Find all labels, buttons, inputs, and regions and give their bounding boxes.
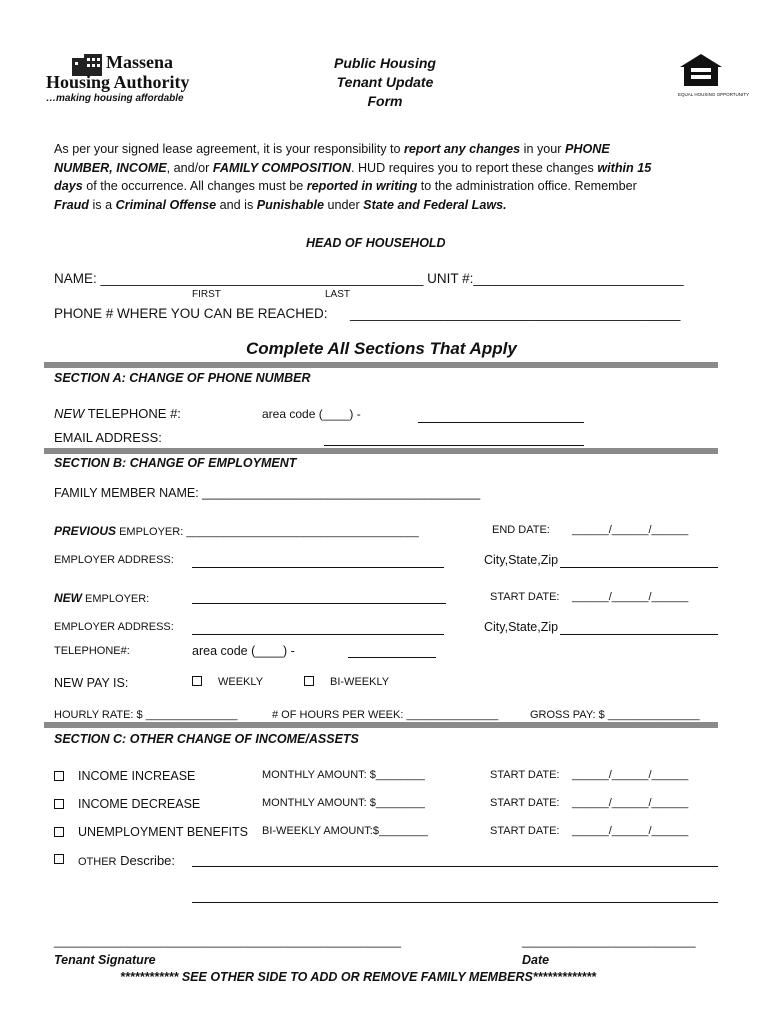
form-title <box>330 54 440 111</box>
end-date-field[interactable]: ______/______/______ <box>572 524 689 536</box>
date-label: Date <box>522 953 550 967</box>
income-increase-checkbox[interactable] <box>54 771 64 781</box>
intro-emphasis: NUMBER, INCOME <box>54 160 167 175</box>
intro-text: As per your signed lease agreement, it is your responsibility to <box>54 142 404 156</box>
email-line[interactable] <box>324 445 584 446</box>
section-divider <box>44 722 718 728</box>
monthly-amount-field[interactable]: MONTHLY AMOUNT: $________ <box>262 769 425 781</box>
weekly-checkbox[interactable] <box>192 676 202 686</box>
intro-emphasis: days <box>54 179 83 193</box>
gross-pay-field[interactable]: GROSS PAY: $ _______________ <box>530 709 700 721</box>
describe-line[interactable] <box>192 866 718 867</box>
title-line1: Public Housing <box>334 55 436 71</box>
employer-label: EMPLOYER: <box>82 593 150 605</box>
new-employer-label <box>54 591 149 605</box>
income-decrease-label: INCOME DECREASE <box>78 797 201 811</box>
other-checkbox[interactable] <box>54 854 64 864</box>
new-telephone-label <box>54 406 181 421</box>
unemployment-checkbox[interactable] <box>54 827 64 837</box>
intro-emphasis: Punishable <box>256 197 324 212</box>
start-date-field[interactable]: ______/______/______ <box>572 825 689 837</box>
intro-emphasis: PHONE <box>565 142 610 156</box>
intro-emphasis: within 15 <box>597 160 652 175</box>
previous-word: PREVIOUS <box>54 524 117 538</box>
email-label: EMAIL ADDRESS: <box>54 430 162 445</box>
tenant-signature-label: Tenant Signature <box>54 953 156 967</box>
employer-line: EMPLOYER: ______________________________________ <box>116 526 419 538</box>
other-word: OTHER <box>78 856 117 868</box>
area-code-field[interactable]: area code (____) - <box>192 644 295 658</box>
new-employer-line[interactable] <box>192 603 446 604</box>
monthly-amount-field[interactable]: MONTHLY AMOUNT: $________ <box>262 797 425 809</box>
section-a-title: SECTION A: CHANGE OF PHONE NUMBER <box>54 371 311 385</box>
city-state-zip-line[interactable] <box>560 634 718 635</box>
income-increase-label: INCOME INCREASE <box>78 769 196 783</box>
start-date-label: START DATE: <box>490 797 560 809</box>
intro-text: is a <box>88 197 116 212</box>
intro-emphasis: reported in writing <box>306 179 418 193</box>
intro-emphasis: Fraud <box>54 197 89 212</box>
city-state-zip-label: City,State,Zip <box>484 553 559 567</box>
hours-per-week-field[interactable]: # OF HOURS PER WEEK: _______________ <box>272 709 499 721</box>
start-date-field[interactable]: ______/______/______ <box>572 769 689 781</box>
last-caption: LAST <box>325 289 351 300</box>
previous-employer-field[interactable] <box>54 524 419 538</box>
employer-address-line[interactable] <box>192 567 444 568</box>
intro-text: , and/or <box>166 160 213 175</box>
new-pay-label: NEW PAY IS: <box>54 676 129 690</box>
intro-text: of the occurrence. All changes must be <box>82 179 307 193</box>
start-date-label: START DATE: <box>490 591 560 603</box>
head-of-household-heading: HEAD OF HOUSEHOLD <box>306 236 446 250</box>
phone-field[interactable]: ____________________________________________ <box>350 306 681 321</box>
intro-text: and is <box>216 197 257 212</box>
unemployment-label: UNEMPLOYMENT BENEFITS <box>78 825 248 839</box>
income-decrease-checkbox[interactable] <box>54 799 64 809</box>
intro-emphasis: report any changes <box>404 142 521 156</box>
title-line2: Tenant Update <box>336 74 434 90</box>
signature-line[interactable]: ____________________________________________________ <box>54 934 402 948</box>
new-word: NEW <box>54 591 82 605</box>
first-caption: FIRST <box>192 289 221 300</box>
telephone-line[interactable] <box>418 422 584 423</box>
telephone-label: TELEPHONE #: <box>84 406 181 421</box>
telephone-label: TELEPHONE#: <box>54 645 130 657</box>
logo-line2: Housing Authority <box>46 72 190 92</box>
describe-word: Describe: <box>116 853 176 868</box>
start-date-field[interactable]: ______/______/______ <box>572 591 689 603</box>
intro-emphasis: State and Federal Laws. <box>363 197 507 212</box>
date-line[interactable]: __________________________ <box>522 934 696 948</box>
weekly-label: WEEKLY <box>218 676 264 688</box>
employer-address-line[interactable] <box>192 634 444 635</box>
family-member-field[interactable]: FAMILY MEMBER NAME: ________________________________________ <box>54 486 481 500</box>
start-date-field[interactable]: ______/______/______ <box>572 797 689 809</box>
section-divider <box>44 362 718 368</box>
intro-emphasis: Criminal Offense <box>115 197 217 212</box>
intro-emphasis: FAMILY COMPOSITION <box>212 160 351 175</box>
intro-text: to the administration office. Remember <box>417 179 637 193</box>
eho-text: EQUAL HOUSING OPPORTUNITY <box>678 92 750 97</box>
city-state-zip-line[interactable] <box>560 567 718 568</box>
equal-housing-logo <box>678 53 750 97</box>
title-line3: Form <box>367 93 403 109</box>
start-date-label: START DATE: <box>490 825 560 837</box>
section-divider <box>44 448 718 454</box>
start-date-label: START DATE: <box>490 769 560 781</box>
name-unit-field[interactable]: NAME: ___________________________________________ UNIT #:____________________________ <box>54 271 684 286</box>
intro-text: . HUD requires you to report these changes <box>350 160 598 175</box>
see-other-side-note: ************ SEE OTHER SIDE TO ADD OR REMOVE FAMILY MEMBERS************* <box>120 970 597 984</box>
employer-address-label: EMPLOYER ADDRESS: <box>54 621 174 633</box>
describe-line-2[interactable] <box>192 902 718 903</box>
telephone-line[interactable] <box>348 657 436 658</box>
equal-housing-icon <box>678 53 724 87</box>
area-code-field[interactable]: area code (____) - <box>262 407 361 421</box>
other-label <box>78 852 175 870</box>
logo-tagline: …making housing affordable <box>46 93 184 104</box>
hourly-rate-field[interactable]: HOURLY RATE: $ _______________ <box>54 709 238 721</box>
new-word: NEW <box>54 406 85 421</box>
employer-address-label: EMPLOYER ADDRESS: <box>54 554 174 566</box>
intro-paragraph <box>54 140 651 214</box>
biweekly-label: BI-WEEKLY <box>330 676 390 688</box>
end-date-label: END DATE: <box>492 524 550 536</box>
intro-text: under <box>323 197 364 212</box>
section-c-title: SECTION C: OTHER CHANGE OF INCOME/ASSETS <box>54 732 359 746</box>
complete-heading: Complete All Sections That Apply <box>246 339 517 358</box>
logo-line1: Massena <box>106 52 173 72</box>
biweekly-checkbox[interactable] <box>304 676 314 686</box>
intro-text: in your <box>520 142 565 156</box>
city-state-zip-label: City,State,Zip <box>484 620 559 634</box>
phone-label: PHONE # WHERE YOU CAN BE REACHED: <box>54 306 328 321</box>
biweekly-amount-field[interactable]: BI-WEEKLY AMOUNT:$________ <box>262 825 428 837</box>
section-b-title: SECTION B: CHANGE OF EMPLOYMENT <box>54 456 297 470</box>
